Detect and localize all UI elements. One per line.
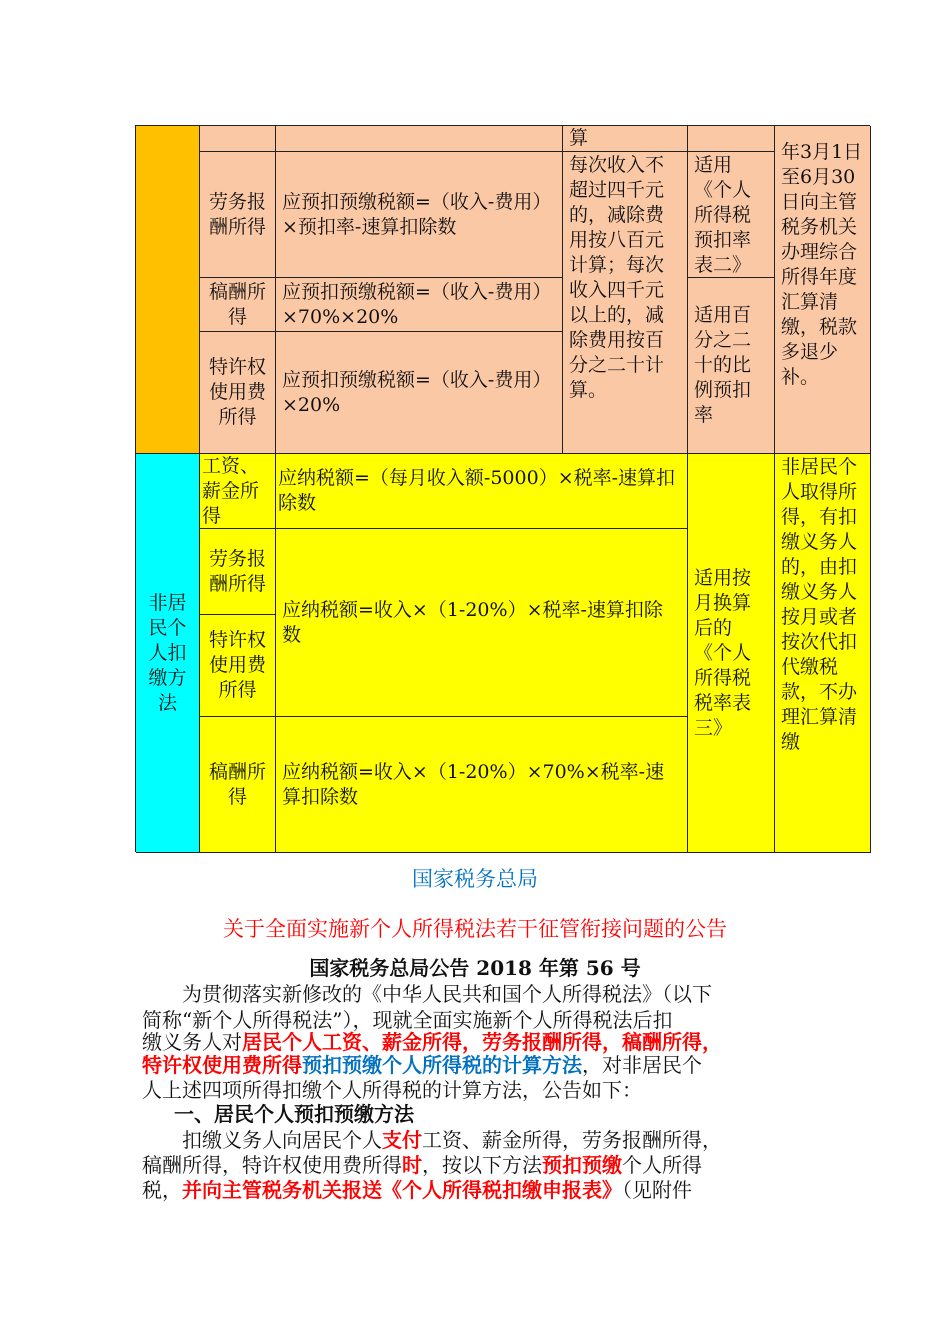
annual-settlement-note: 年3月1日至6月30日向主管税务机关办理综合所得年度汇算清缴，税款多退少补。 — [775, 126, 871, 454]
nonresident-label-cell: 非居民个人扣缴方法 — [136, 454, 200, 853]
franchise-income-label: 特许权使用费所得 — [200, 332, 276, 454]
continue-cell-4 — [688, 126, 775, 152]
rate-twenty-percent: 适用百分之二十的比例预扣率 — [688, 278, 775, 454]
royalty-income-formula: 应预扣预缴税额=（收入-费用）×70%×20% — [276, 278, 563, 332]
section-heading-1: 一、居民个人预扣预缴方法 — [174, 1102, 414, 1126]
labor-franchise-formula: 应纳税额=收入×（1-20%）×税率-速算扣除数 — [276, 529, 688, 717]
resident-label-cell — [136, 126, 200, 454]
tax-table — [135, 125, 870, 852]
issuer-heading: 国家税务总局 — [412, 867, 538, 891]
announcement-number: 国家税务总局公告 2018 年第 56 号 — [309, 956, 641, 980]
labor-income-formula: 应预扣预缴税额=（收入-费用）×预扣率-速算扣除数 — [276, 152, 563, 278]
paragraph-1-line-1: 为贯彻落实新修改的《中华人民共和国个人所得税法》（以下 — [182, 982, 712, 1006]
paragraph-1-line-2: 简称“新个人所得税法”），现就全面实施新个人所得税法后扣 — [142, 1008, 673, 1032]
nonresident-franchise-label: 特许权使用费所得 — [200, 615, 276, 717]
wage-income-formula: 应纳税额=（每月收入额-5000）×税率-速算扣除数 — [276, 454, 688, 529]
rate-table-two: 适用《个人所得税预扣率表二》 — [688, 152, 775, 278]
continue-cell-3: 算 — [563, 126, 688, 152]
royalty-income-label: 稿酬所得 — [200, 278, 276, 332]
continue-cell-1 — [200, 126, 276, 152]
nonresident-royalty-label: 稿酬所得 — [200, 717, 276, 853]
labor-income-label: 劳务报酬所得 — [200, 152, 276, 278]
paragraph-2-line-3: 税，并向主管税务机关报送《个人所得税扣缴申报表》（见附件 — [142, 1178, 692, 1202]
paragraph-2-line-1: 扣缴义务人向居民个人支付工资、薪金所得，劳务报酬所得， — [182, 1128, 722, 1152]
nonresident-withholding-note: 非居民个人取得所得，有扣缴义务人的，由扣缴义务人按月或者按次代扣代缴税款，不办理汇算清缴 — [775, 454, 871, 853]
rate-table-three: 适用按月换算后的《个人所得税税率表三》 — [688, 454, 775, 853]
franchise-income-formula: 应预扣预缴税额=（收入-费用）×20% — [276, 332, 563, 454]
paragraph-1-line-4: 特许权使用费所得预扣预缴个人所得税的计算方法，对非居民个 — [142, 1053, 702, 1077]
wage-income-label: 工资、薪金所得 — [200, 454, 276, 529]
paragraph-1-line-3: 缴义务人对居民个人工资、薪金所得，劳务报酬所得，稿酬所得， — [142, 1030, 722, 1054]
paragraph-1-line-5: 人上述四项所得扣缴个人所得税的计算方法，公告如下： — [142, 1078, 642, 1102]
nonresident-royalty-formula: 应纳税额=收入×（1-20%）×70%×税率-速算扣除数 — [276, 717, 688, 853]
announcement-title: 关于全面实施新个人所得税法若干征管衔接问题的公告 — [223, 917, 727, 941]
nonresident-labor-label: 劳务报酬所得 — [200, 529, 276, 615]
paragraph-2-line-2: 稿酬所得，特许权使用费所得时，按以下方法预扣预缴个人所得 — [142, 1153, 702, 1177]
continue-cell-2 — [276, 126, 563, 152]
expense-deduction-rule: 每次收入不超过四千元的，减除费用按八百元计算；每次收入四千元以上的，减除费用按百分之二十计算。 — [563, 152, 688, 454]
